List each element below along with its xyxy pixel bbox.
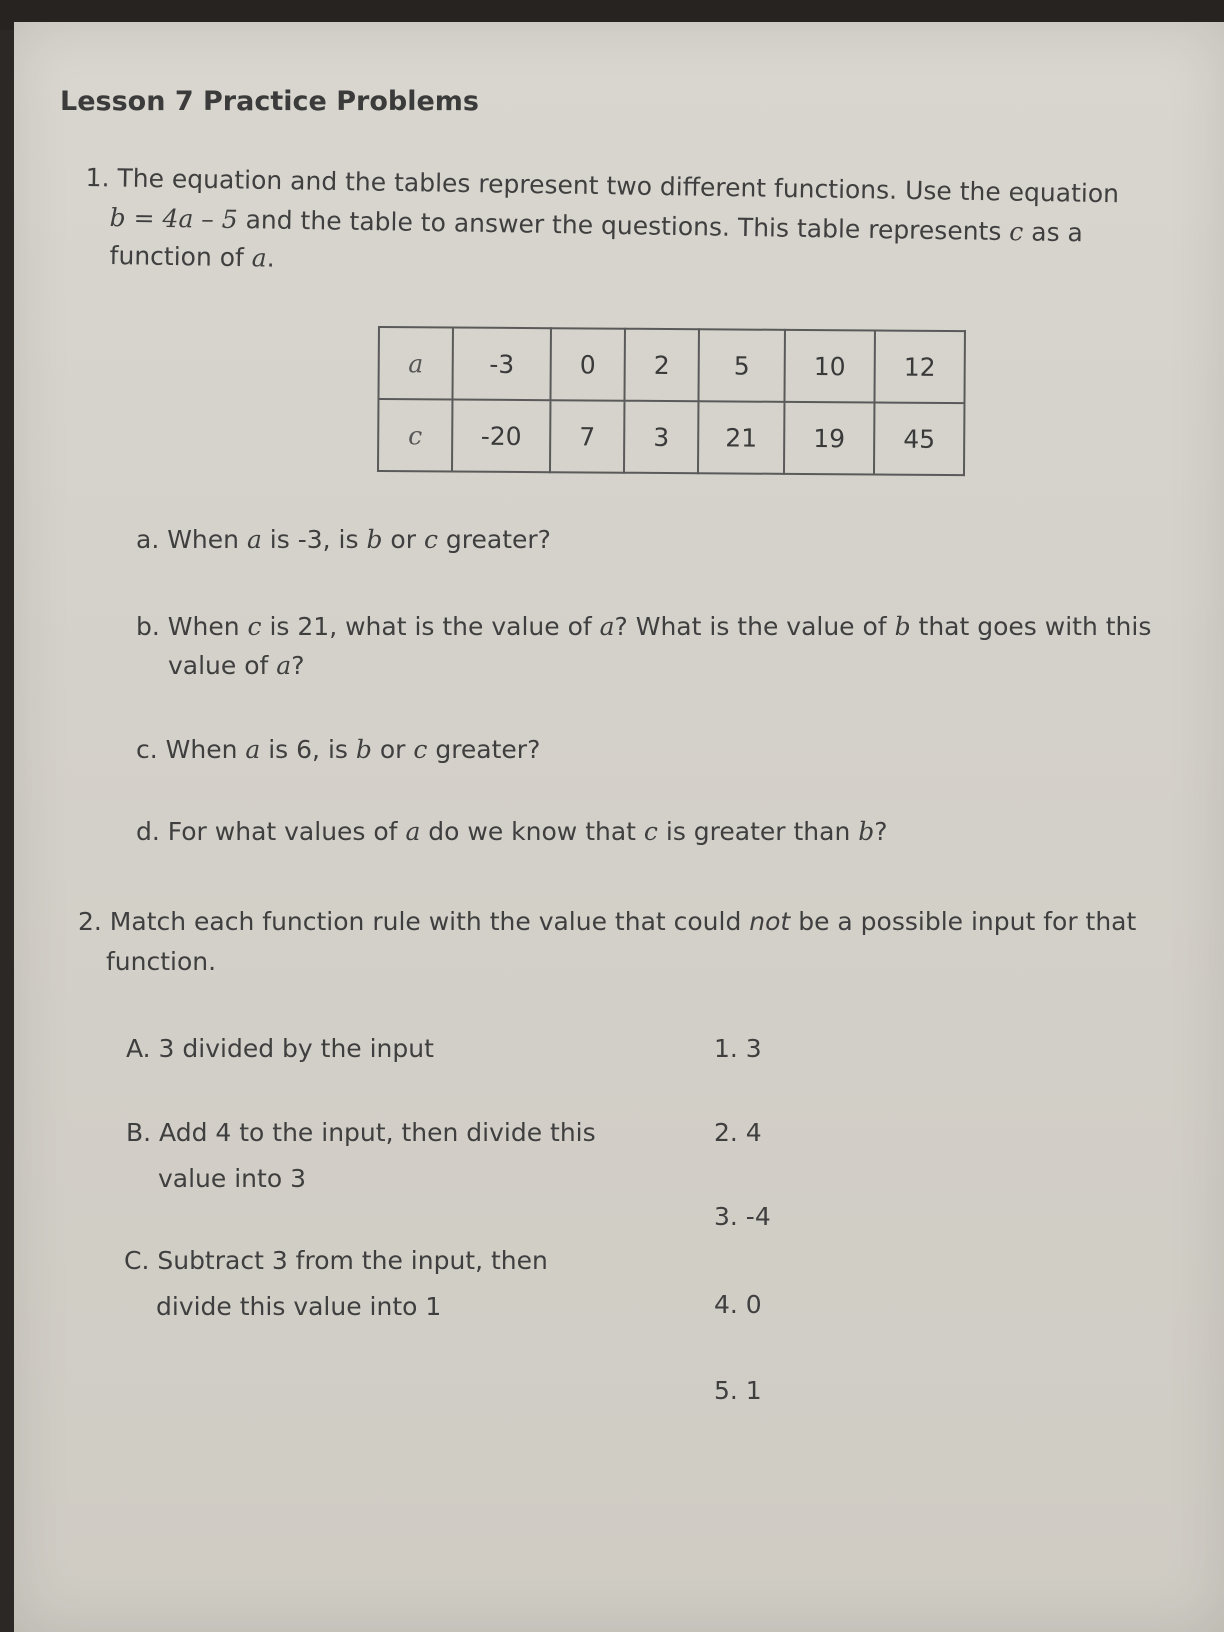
- rule-a: A. 3 divided by the input: [126, 1034, 434, 1063]
- question-1d: [136, 810, 888, 854]
- table-cell: 21: [698, 401, 785, 474]
- emphasis-not: not: [749, 907, 791, 936]
- q-text: ? What is the value of: [614, 612, 895, 641]
- var-c: c: [247, 612, 262, 641]
- problem-1-intro-line-3: [109, 236, 275, 279]
- var-b: b: [894, 612, 911, 641]
- problem-2-line-1: [78, 900, 1136, 944]
- var-c: c: [423, 525, 438, 554]
- var-b: b: [858, 817, 875, 846]
- q-text: or: [382, 525, 424, 554]
- table-cell: 0: [550, 328, 625, 401]
- table-cell: 45: [874, 402, 965, 475]
- q-text: greater?: [437, 525, 551, 554]
- rule-b-line-2: value into 3: [158, 1164, 306, 1193]
- rule-c-line-1: C. Subtract 3 from the input, then: [124, 1246, 548, 1275]
- table-cell: 7: [550, 400, 625, 473]
- q-text: d. For what values of: [136, 817, 406, 846]
- table-cell: -3: [452, 328, 551, 401]
- problem-1-intro-text: 1. The equation and the tables represent two different functions. Use the equation: [85, 162, 1120, 209]
- var-b: b: [355, 735, 372, 764]
- q-text: c. When: [136, 735, 246, 764]
- var-a: a: [245, 735, 261, 764]
- question-1b-line-2: [168, 644, 304, 688]
- table-cell: 3: [624, 401, 699, 474]
- value-option: 5. 1: [714, 1376, 762, 1405]
- intro-text: .: [266, 243, 275, 273]
- q-text: a. When: [136, 525, 247, 554]
- q-text: is greater than: [657, 817, 859, 846]
- p2-text: be a possible input for that: [790, 907, 1137, 936]
- row-label-c: c: [378, 399, 453, 472]
- table-cell: 5: [698, 329, 785, 402]
- value-option: 3. -4: [714, 1202, 771, 1231]
- q-text: that goes with this: [910, 612, 1152, 641]
- equation-b: b: [109, 202, 126, 233]
- value-option: 1. 3: [714, 1034, 762, 1063]
- table-cell: 12: [874, 330, 965, 403]
- intro-text: function of: [109, 240, 253, 273]
- intro-text: as a: [1023, 217, 1084, 248]
- table-cell: 2: [624, 329, 699, 402]
- table-cell: 19: [784, 402, 875, 475]
- row-label-a: a: [378, 327, 453, 400]
- table-row-c: [378, 399, 964, 475]
- q-text: or: [371, 735, 414, 764]
- question-1b-line-1: [136, 605, 1151, 649]
- q-text: do we know that: [420, 817, 644, 846]
- question-1a: [136, 518, 551, 562]
- q-text: greater?: [427, 735, 541, 764]
- var-c: c: [413, 735, 428, 764]
- function-table: [377, 326, 966, 476]
- q-text: b. When: [136, 612, 248, 641]
- p2-text: 2. Match each function rule with the value that could: [78, 907, 750, 936]
- var-a: a: [246, 525, 262, 554]
- value-option: 2. 4: [714, 1118, 762, 1147]
- var-c: c: [1009, 217, 1024, 247]
- var-a: a: [599, 612, 615, 641]
- var-b: b: [366, 525, 383, 554]
- q-text: is 6, is: [260, 735, 356, 764]
- var-a: a: [276, 651, 292, 680]
- question-1c: [136, 728, 540, 772]
- equation-rhs: = 4a – 5: [125, 203, 238, 235]
- table-row-a: [378, 327, 964, 403]
- table-cell: -20: [452, 400, 551, 473]
- q-text: is -3, is: [261, 525, 367, 554]
- q-text: ?: [874, 817, 888, 846]
- problem-2-line-2: function.: [106, 947, 217, 976]
- rule-b-line-1: B. Add 4 to the input, then divide this: [126, 1118, 596, 1147]
- table-cell: 10: [784, 330, 875, 403]
- intro-text: and the table to answer the questions. This table represents: [237, 205, 1010, 247]
- var-a: a: [251, 243, 267, 273]
- page-title: Lesson 7 Practice Problems: [60, 86, 479, 117]
- q-text: value of: [168, 651, 277, 680]
- rule-c-line-2: divide this value into 1: [156, 1292, 442, 1321]
- var-a: a: [405, 817, 421, 846]
- q-text: is 21, what is the value of: [261, 612, 600, 641]
- value-option: 4. 0: [714, 1290, 762, 1319]
- q-text: ?: [291, 651, 305, 680]
- var-c: c: [643, 817, 658, 846]
